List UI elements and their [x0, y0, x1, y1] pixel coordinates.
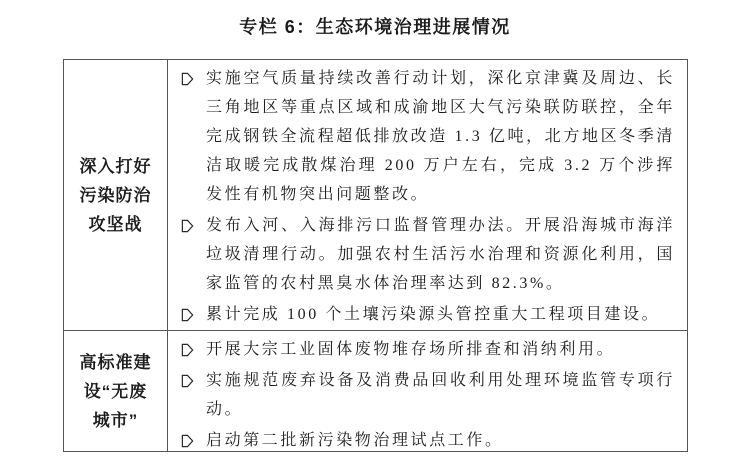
arrow-right-outline-icon	[181, 72, 194, 86]
item-text: 启动第二批新污染物治理试点工作。	[206, 432, 504, 449]
arrow-right-outline-icon	[181, 374, 194, 388]
arrow-right-outline-icon	[181, 219, 194, 233]
table-row-pollution-control	[64, 60, 687, 330]
row-label-line: 攻坚战	[88, 214, 143, 234]
list-item	[180, 366, 675, 424]
arrow-right-outline-icon	[181, 434, 194, 448]
list-item	[180, 64, 675, 209]
row-label-line: 污染防治	[79, 185, 152, 205]
row-content	[168, 60, 687, 330]
item-text: 累计完成 100 个土壤污染源头管控重大工程项目建设。	[206, 306, 661, 323]
arrow-right-outline-icon	[181, 308, 194, 322]
list-item	[180, 426, 675, 451]
table-row-zero-waste-city	[64, 330, 687, 451]
row-label-line: 设“无废	[83, 381, 148, 401]
row-label-line: 深入打好	[79, 156, 152, 176]
list-item	[180, 211, 675, 298]
row-label-line: 高标准建	[79, 352, 152, 372]
item-text: 实施空气质量持续改善行动计划，深化京津冀及周边、长三角地区等重点区域和成渝地区大气污染联防联控，全年完成钢铁全流程超低排放改造 1.3 亿吨，北方地区冬季清洁取暖完成散煤治理 200 万户左右，完成 3.2 万个涉挥发性有机物突出问题整改。	[206, 70, 675, 203]
list-item	[180, 335, 675, 364]
progress-table	[63, 59, 688, 452]
row-label-line: 城市”	[92, 410, 139, 430]
item-text: 开展大宗工业固体废物堆存场所排查和消纳利用。	[206, 341, 616, 358]
item-text: 发布入河、入海排污口监督管理办法。开展沿海城市海洋垃圾清理行动。加强农村生活污水治理和资源化利用，国家监管的农村黑臭水体治理率达到 82.3%。	[206, 217, 675, 292]
item-text: 实施规范废弃设备及消费品回收利用处理环境监管专项行动。	[206, 372, 675, 418]
arrow-right-outline-icon	[181, 343, 194, 357]
page-title: 专栏 6：生态环境治理进展情况	[239, 17, 511, 37]
row-label-pollution-control	[64, 60, 168, 330]
row-content	[168, 331, 687, 451]
row-label-zero-waste-city	[64, 331, 168, 451]
list-item	[180, 300, 675, 329]
